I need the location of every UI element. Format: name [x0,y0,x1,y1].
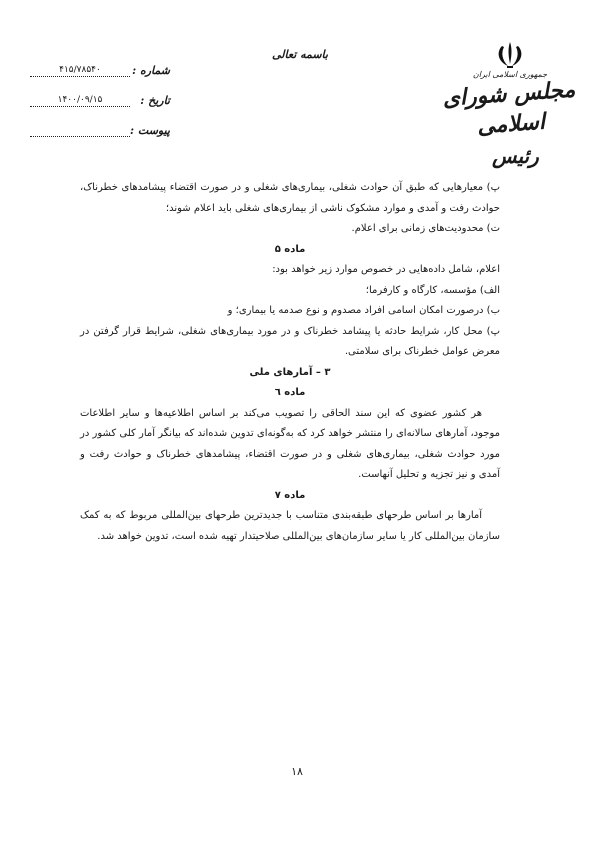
number-value: ۴۱۵/۷۸۵۴۰ [30,64,130,77]
parliament-logotype [440,70,580,139]
article-7-heading: ماده ۷ [274,489,306,501]
paragraph-notification-data: اعلام، شامل داده‌هایی در خصوص موارد زیر خواهد بود: [272,264,500,275]
item-be: ب) درصورت امکان اسامی افراد مصدوم و نوع صدمه یا بیماری؛ و [227,305,500,316]
attachment-value [30,124,130,137]
parliament-subtitle: جمهوری اسلامی ایران [472,70,548,79]
item-pe: پ) محل کار، شرایط حادثه یا پیشامد خطرناک و در مورد بیماری‌های شغلی، شرایط قرار گرفتن در معرض عوامل خطرناک برای سلامتی. [80,325,500,357]
paragraph-criteria: پ) معیارهایی که طبق آن حوادث شغلی، بیماری‌های شغلی و در صورت اقتضاء پیشامدهای خطرناک، حوادث رفت و آمدی و موارد مشکوک ناشی از بیماری‌های شغلی باید اعلام شوند؛ [80,182,500,214]
letter-number [30,64,170,80]
page-number: ۱۸ [291,765,303,778]
paragraph-time-limits: ت) محدودیت‌های زمانی برای اعلام. [351,223,500,234]
paragraph-annual-statistics: هر کشور عضوی که این سند الحاقی را تصویب می‌کند بر اساس اطلاعیه‌ها و سایر اطلاعات موجود، آمارهای سالانه‌ای را منتشر خواهد کرد که به‌گونه‌ای تدوین شده‌اند که بیانگر آمار کلی کشور در مورد حوادث شغلی، بیماری‌های شغلی و در صورت اقتضاء، پیشامدهای خطرناک و حوادث رفت و آمدی و نیز تجزیه و تحلیل آنهاست. [80,407,500,480]
date-label: تاریخ : [140,94,170,107]
letter-attachment [30,124,170,140]
article-5-heading: ماده ۵ [274,243,306,255]
article-6-heading: ماده ٦ [274,387,306,398]
parliament-name: مجلس شورای اسلامی [441,76,577,140]
section-3-heading: ۳ – آمارهای ملی [249,366,331,378]
number-label: شماره : [132,64,170,77]
item-alef: الف) مؤسسه، کارگاه و کارفرما؛ [365,284,500,296]
attachment-label: پیوست : [130,124,170,137]
letter-date [30,94,170,110]
bismillah-heading: باسمه تعالی [272,48,328,61]
role-title: رئیس [492,144,539,168]
paragraph-classification: آمارها بر اساس طرحهای طبقه‌بندی متناسب با جدیدترین طرحهای بین‌المللی مربوط که به کمک سازمان بین‌المللی کار یا سایر سازمان‌های بین‌المللی صلاحیتدار تهیه شده است، تدوین خواهد شد. [80,510,500,542]
iran-emblem-icon [492,40,528,70]
date-value: ۱۴۰۰/۰۹/۱۵ [30,94,130,107]
document-body [80,178,500,547]
